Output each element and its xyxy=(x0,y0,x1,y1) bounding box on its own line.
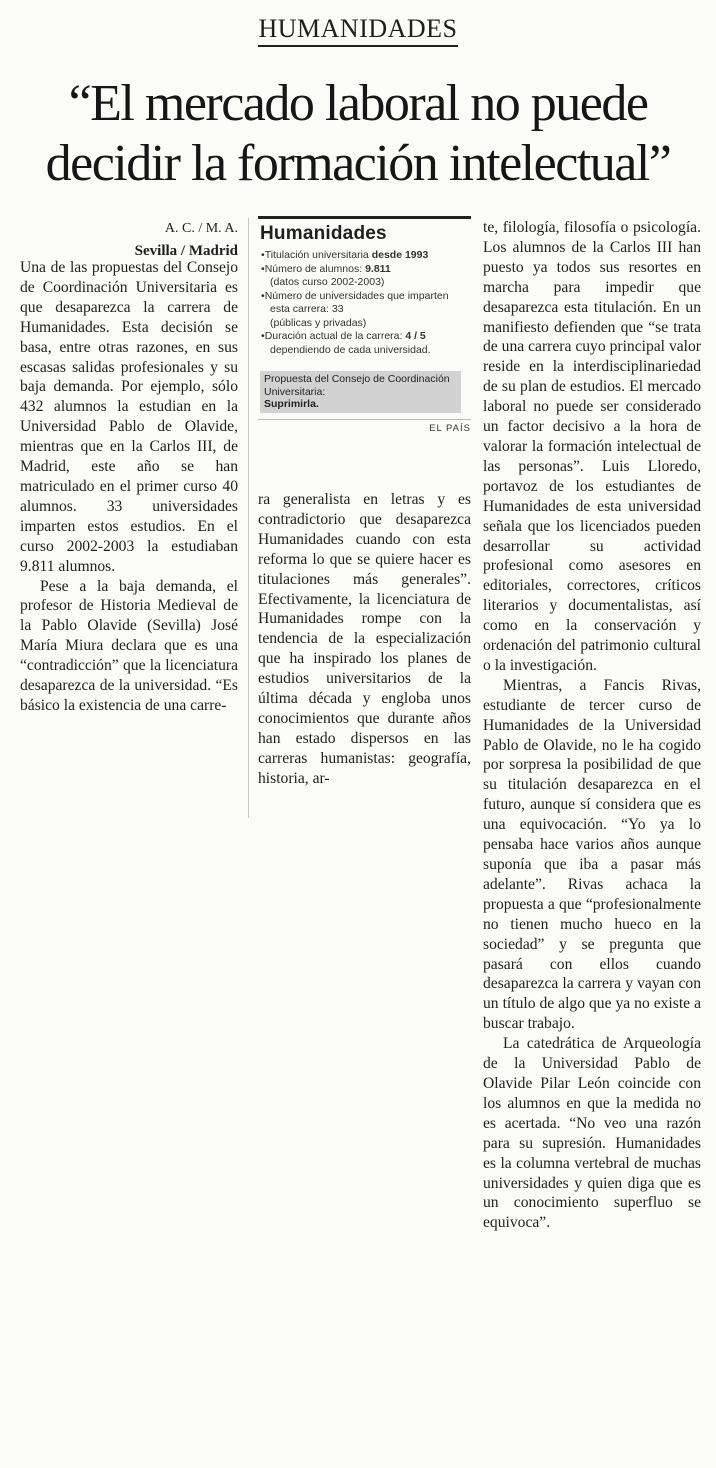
headline-line-1: “El mercado laboral no puede xyxy=(68,75,648,132)
infobox-proposal xyxy=(260,371,461,413)
infobox-proposal-label: Propuesta del Consejo de Coordinación Universitaria: xyxy=(264,373,450,398)
infobox-item: •Titulación universitaria desde 1993 xyxy=(261,249,429,261)
article-paragraph-2-part-2: ra generalista en letras y es contradictorio que desaparezca Humanidades cuando con esta reforma lo que se quiere hacer es titulaciones más generales”. Efectivamente, la licenciatura de Humanidades rompe con la tendencia de la especialización que ha inspirado los planes de estudios universitarios de la última década y engloba unos conocimientos que durante años han estado dispersos en las carreras humanistas: geografía, historia, ar- xyxy=(258,491,471,787)
article-paragraph-2-part-3: te, filología, filosofía o psicología. Los alumnos de la Carlos III han puesto ya todos sus resortes en marcha para impedir que desaparezca esta titulación. En un manifiesto defienden que “se trata de una carrera cuyo principal valor reside en la interdisciplinariedad de su plan de estudios. El mercado laboral no puede ser considerado un factor decisivo a la hora de valorar la formación intelectual de las personas”. Luis Lloredo, portavoz de los estudiantes de Humanidades de esta universidad señala que los licenciados pueden desarrollar su actividad profesional como asesores en editoriales, correctores, críticos literarios y documentalistas, así como en la conservación y ordenación del patrimonio cultural o la investigación. xyxy=(483,219,701,674)
infobox-list xyxy=(258,249,471,357)
infobox-item: •Número de universidades que imparten esta carrera: 33 (públicas y privadas) xyxy=(261,289,449,329)
infobox-item: •Número de alumnos: 9.811 (datos curso 2002-2003) xyxy=(261,262,391,288)
byline-authors: A. C. / M. A. xyxy=(164,221,238,236)
infobox-item: •Duración actual de la carrera: 4 / 5 dependiendo de cada universidad. xyxy=(261,330,431,356)
article-paragraph-3: Mientras, a Fancis Rivas, estudiante de tercer curso de Humanidades de la Universidad Pablo de Olavide, no le ha cogido por sorpresa la posibilidad de que su titulación desaparezca en el futuro, aunque sí considera que es una equivocación. “Yo ya lo pensaba hace varios años aunque suponía que iba a pasar más adelante”. Rivas achaca la propuesta a que “profesionalmente no tienen mucho hueco en la sociedad” y se pregunta que pasará con ellos cuando desaparezca la carrera y vayan con un título de algo que ya no existe a buscar trabajo. xyxy=(483,676,701,1033)
article-column-2 xyxy=(258,490,471,789)
infobox-proposal-value: Suprimirla. xyxy=(264,398,319,410)
byline xyxy=(20,218,238,262)
headline xyxy=(0,74,716,194)
article-column-3 xyxy=(483,218,701,1233)
infobox-credit: EL PAÍS xyxy=(258,419,471,434)
article-paragraph-4: La catedrática de Arqueología de la Universidad Pablo de Olavide Pilar León coincide con los alumnos en que la medida no es acertada. “No veo una razón para su supresión. Humanidades es la columna vertebral de muchas universidades y quien diga que es un conocimiento superfluo se equivoca”. xyxy=(483,1035,701,1232)
article-column-1 xyxy=(20,258,238,716)
headline-line-2: decidir la formación intelectual” xyxy=(45,135,671,192)
byline-place: Sevilla / Madrid xyxy=(134,243,238,259)
infobox xyxy=(258,216,471,434)
section-title: HUMANIDADES xyxy=(258,14,457,47)
article-paragraph-1: Una de las propuestas del Consejo de Coordinación Universitaria es que desaparezca la carrera de Humanidades. Esta decisión se basa, entre otras razones, en sus escasas salidas profesionales y su baja demanda. Por ejemplo, sólo 432 alumnos la estudian en la Universidad Pablo de Olavide, mientras que en la Carlos III, de Madrid, este año se han matriculado en el primer curso 40 alumnos. 33 universidades imparten estos estudios. En el curso 2002-2003 la estudiaban 9.811 alumnos. xyxy=(20,259,238,575)
article-paragraph-2-part-1: Pese a la baja demanda, el profesor de Historia Medieval de la Pablo Olavide (Sevilla) José María Miura declara que es una “contradicción” que la licenciatura desaparezca de la universidad. “Es básico la existencia de una carre- xyxy=(20,577,238,714)
section-label xyxy=(0,14,716,47)
column-divider xyxy=(248,218,249,818)
infobox-title: Humanidades xyxy=(260,223,387,244)
infobox-top-rule xyxy=(258,216,471,219)
